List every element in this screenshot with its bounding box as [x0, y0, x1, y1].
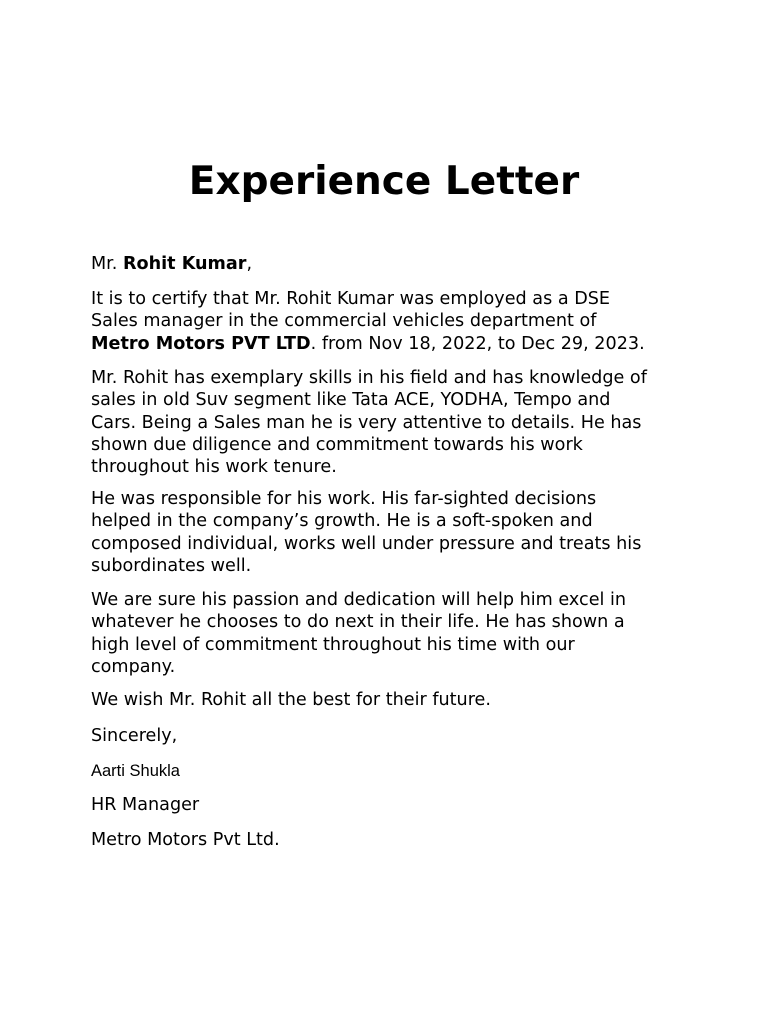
responsibility-paragraph: [91, 488, 691, 577]
paragraph-line: subordinates well.: [91, 555, 252, 576]
paragraph-line: sales in old Suv segment like Tata ACE, YODHA, Tempo and: [91, 390, 611, 411]
paragraph-line: throughout his work tenure.: [91, 457, 337, 478]
salutation-suffix: ,: [246, 254, 253, 274]
paragraph-line: composed individual, works well under pressure and treats his: [91, 533, 642, 554]
skills-paragraph: [91, 367, 691, 478]
employment-dates: . from Nov 18, 2022, to Dec 29, 2023.: [310, 333, 645, 354]
paragraph-line: helped in the company’s growth. He is a soft-spoken and: [91, 511, 593, 532]
recipient-name: Rohit Kumar: [122, 254, 247, 274]
certification-paragraph: [91, 288, 691, 355]
closing-wish: We wish Mr. Rohit all the best for their future.: [91, 690, 491, 710]
paragraph-line: Cars. Being a Sales man he is very attentive to details. He has: [91, 412, 642, 433]
paragraph-line: whatever he chooses to do next in their life. He has shown a: [91, 612, 625, 633]
salutation-prefix: Mr.: [91, 254, 123, 274]
signatory-title: HR Manager: [91, 795, 200, 815]
letter-title: Experience Letter: [188, 159, 580, 204]
paragraph-line: It is to certify that Mr. Rohit Kumar was employed as a DSE: [91, 289, 611, 309]
signatory-name: Aarti Shukla: [91, 762, 180, 780]
paragraph-line: He was responsible for his work. His far-sighted decisions: [91, 489, 597, 509]
company-name: Metro Motors PVT LTD: [91, 333, 311, 354]
paragraph-line: [91, 333, 691, 355]
sign-off: Sincerely,: [91, 726, 178, 746]
paragraph-line: Mr. Rohit has exemplary skills in his field and has knowledge of: [91, 368, 647, 388]
paragraph-line: We are sure his passion and dedication will help him excel in: [91, 590, 627, 610]
commendation-paragraph: [91, 589, 691, 678]
paragraph-line: high level of commitment throughout his time with our: [91, 634, 575, 655]
salutation: [91, 253, 691, 275]
paragraph-line: shown due diligence and commitment towards his work: [91, 434, 583, 455]
paragraph-line: company.: [91, 656, 176, 677]
signatory-company: Metro Motors Pvt Ltd.: [91, 830, 280, 850]
paragraph-line: Sales manager in the commercial vehicles department of: [91, 311, 597, 332]
